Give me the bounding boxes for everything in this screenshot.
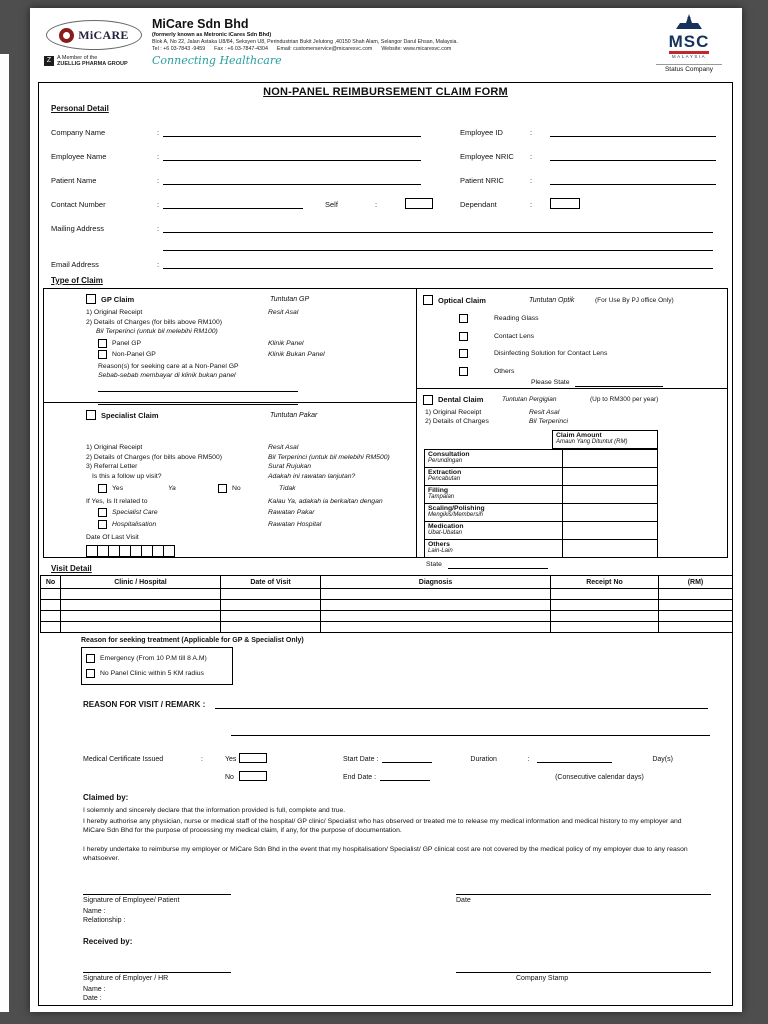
dn-item1: [425, 408, 721, 418]
claim-right-column: [417, 289, 727, 568]
company-website: Website: www.micaresvc.com: [381, 46, 452, 53]
dn-item1-malay: Resit Asal: [529, 408, 560, 416]
sp-item1: [86, 443, 410, 453]
sp-yes-no-row: [98, 484, 410, 494]
company-tel: Tel : +6 03-7843 -9459: [152, 46, 206, 53]
sp-followup-label: Is this a follow up visit?: [92, 472, 162, 480]
company-email: Email: customerservice@micaresvc.com: [276, 46, 373, 53]
gp-item1-malay: Resit Asal: [268, 309, 299, 316]
email-label: Email Address: [51, 260, 99, 269]
right-group: [460, 151, 722, 161]
row-patient-nric: [51, 161, 722, 185]
visit-row: [41, 589, 733, 600]
claim-left-column: [44, 289, 417, 557]
colon: :: [157, 176, 160, 185]
medication-malay: Ubat-Ubatan: [428, 530, 463, 536]
sp-care-checkbox: [98, 508, 107, 517]
dental-row: [424, 504, 658, 522]
date-block: [456, 894, 711, 924]
mailing-address-label: Mailing Address: [51, 224, 104, 233]
declaration-3: I hereby undertake to reimburse my employer or MiCare Sdn Bhd in the event that my hospitalisation/ Specialist/ GP clinical cost are not covered by the medical policy of my employer due to any reason whatsoever.: [83, 845, 688, 862]
patient-name-label: Patient Name: [51, 176, 97, 185]
panel-gp-malay: Klinik Panel: [268, 339, 304, 347]
gp-reason-malay: Sebab-sebab membayar di klinik bukan panel: [98, 372, 236, 379]
disinfecting-solution-checkbox: [459, 349, 468, 358]
employer-date-label: Date :: [83, 994, 102, 1002]
panel-gp-row: [98, 339, 410, 349]
mailing-address-field-2: [163, 237, 713, 251]
sp-item2-malay: Bil Terperinci (untuk bil melebihi RM500): [268, 453, 390, 461]
dependant-label: Dependant: [460, 200, 497, 209]
gp-item2: [86, 318, 410, 328]
mc-label: Medical Certificate Issued: [83, 756, 164, 763]
row-employee-nric: [51, 137, 722, 161]
dn-state-field: [448, 560, 548, 569]
company-fax: Fax : +6 03-7847-4304: [214, 46, 268, 53]
company-header-block: [152, 18, 582, 67]
claimed-by-title: Claimed by:: [83, 793, 129, 802]
remark-field-2: [231, 727, 710, 736]
mc-no-label: No: [225, 774, 234, 781]
reading-glass-checkbox: [459, 314, 468, 323]
sp-item1-malay: Resit Asal: [268, 444, 299, 451]
personal-detail-section: [51, 104, 722, 269]
dental-claim-section: [417, 389, 727, 570]
consultation-label: Consultation: [428, 450, 470, 458]
optical-item-row: [459, 314, 721, 324]
micare-logo: [46, 20, 142, 50]
mc-days-label: Day(s): [652, 756, 673, 763]
gp-item1: [86, 308, 410, 318]
scaling-amount-cell: [563, 504, 657, 521]
company-stamp-block: [456, 972, 711, 1002]
company-formerly: (formerly known as Metronic iCares Sdn Bhd): [152, 32, 272, 39]
colon: :: [157, 260, 160, 269]
date-label: Date: [456, 896, 471, 904]
non-panel-gp-label: Non-Panel GP: [112, 351, 156, 358]
please-state-label: Please State: [531, 379, 570, 386]
dental-amount-header: [552, 430, 658, 449]
optical-claim-malay: Tuntutan Optik: [529, 296, 575, 304]
company-name-label: Company Name: [51, 128, 106, 137]
specialist-claim-section: [44, 403, 416, 559]
mc-start-label: Start Date :: [343, 756, 379, 763]
employer-signature-row: [83, 972, 732, 1002]
sp-hosp-row: [98, 520, 410, 530]
visit-row: [41, 622, 733, 633]
sp-yes-label: Yes: [112, 485, 124, 492]
extraction-malay: Pencabutan: [428, 476, 461, 482]
sp-care-label: Specialist Care: [112, 509, 158, 516]
sp-followup-row: [92, 472, 410, 482]
contact-lens-checkbox: [459, 332, 468, 341]
dental-claim-malay: Tuntutan Pergigian: [502, 396, 557, 403]
row-mailing-address: [51, 209, 722, 233]
mc-end-field: [380, 772, 430, 781]
patient-nric-label: Patient NRIC: [460, 176, 504, 185]
gp-claim-section: [44, 289, 416, 403]
treatment-reason-box: [81, 647, 233, 685]
col-diagnosis: Diagnosis: [321, 576, 551, 589]
sp-item3: [86, 462, 410, 472]
mc-start-field: [382, 754, 432, 763]
employer-signature-line: [83, 972, 231, 973]
zuellig-member-text: [57, 55, 128, 68]
mc-no-box: [239, 771, 267, 781]
colon: :: [530, 176, 533, 185]
non-panel-gp-row: [98, 350, 410, 360]
member-line-2: ZUELLIG PHARMA GROUP: [57, 61, 128, 68]
right-group: [460, 127, 722, 137]
document-page: [30, 8, 742, 1012]
sp-no-label: No: [232, 485, 241, 492]
self-label: Self: [325, 200, 338, 209]
dn-others-label: Others: [428, 540, 450, 548]
gp-item2-malay-row: [96, 327, 410, 337]
dental-claim-header: [423, 394, 721, 406]
col-receipt: Receipt No: [551, 576, 659, 589]
row-email: [51, 248, 722, 269]
sp-related-row: [86, 497, 410, 507]
dn-state-row: [426, 560, 721, 570]
optical-claim-section: [417, 289, 727, 389]
sp-hospitalisation-label: Hospitalisation: [112, 520, 157, 528]
optical-item-row: [459, 349, 721, 359]
gp-reason-row: [98, 362, 410, 372]
gp-claim-malay: Tuntutan GP: [270, 295, 310, 303]
employee-signature-block: [83, 894, 456, 924]
member-line-1: A Member of the: [57, 55, 98, 61]
employee-id-label: Employee ID: [460, 128, 503, 137]
colon: :: [530, 128, 533, 137]
extraction-label: Extraction: [428, 468, 462, 476]
gp-item2-malay: Bil Terperinci (untuk bil melebihi RM100): [96, 328, 218, 335]
personal-detail-title: Personal Detail: [51, 104, 109, 113]
non-panel-gp-checkbox: [98, 350, 107, 359]
specialist-claim-malay: Tuntutan Pakar: [270, 411, 318, 419]
mc-duration-label: Duration: [470, 756, 497, 763]
treatment-reason-title: Reason for seeking treatment (Applicable for GP & Specialist Only): [81, 637, 304, 644]
emergency-checkbox: [86, 654, 95, 663]
sp-care-malay: Rawatan Pakar: [268, 509, 315, 516]
type-of-claim-grid: [43, 288, 728, 568]
gp-item2-label: 2) Details of Charges (for bills above RM100): [86, 318, 222, 326]
please-state-row: [531, 378, 721, 388]
mc-yes-box: [239, 753, 267, 763]
sp-no-checkbox: [218, 484, 227, 493]
remark-title: REASON FOR VISIT / REMARK :: [83, 700, 206, 709]
visit-table: [40, 575, 733, 633]
zuellig-icon: Z: [44, 56, 54, 66]
company-contacts: [152, 46, 582, 52]
others-checkbox: [459, 367, 468, 376]
remark-line2-wrap: [231, 718, 708, 736]
zuellig-member-note: [44, 55, 128, 68]
colon: :: [157, 224, 160, 233]
specialist-claim-checkbox: [86, 410, 96, 420]
msc-wordmark: MSC: [669, 33, 710, 54]
self-checkbox: [405, 198, 433, 209]
medication-amount-cell: [563, 522, 657, 539]
dental-row: [424, 540, 658, 558]
company-address: Blok A, No 22, Jalan Astaka U8/84, Seksyen U8, Perindustrian Bukit Jelutong ,40150 Shah Alam, Selangor Darul Ehsan, Malaysia.: [152, 39, 458, 46]
colon: :: [375, 200, 378, 209]
form-title: NON-PANEL REIMBURSEMENT CLAIM FORM: [263, 86, 508, 98]
gp-claim-header: [86, 293, 410, 305]
sp-related-malay: Kalau Ya, adakah ia berkaitan dengan: [268, 497, 383, 505]
declaration-1: I solemnly and sincerely declare that the information provided is full, complete and true.: [83, 807, 346, 814]
please-state-field: [575, 378, 663, 387]
sp-last-visit-row: [86, 533, 410, 543]
declaration-2: I hereby authorise any physician, nurse or medical staff of the hospital/ GP clinic/ Specialist who has observed or treated me to release my medical information and medical history to my employer and MiCare Sdn Bhd for the purpose of processing my medical claim, if any, for the purpose of documentation.: [83, 817, 682, 834]
declaration-paragraphs: [83, 806, 692, 864]
msc-status-label: Status Company: [656, 64, 722, 74]
received-by-title: Received by:: [83, 936, 133, 946]
mc-yes-label: Yes: [225, 756, 237, 763]
filling-label: Filling: [428, 486, 449, 494]
sp-care-row: [98, 508, 410, 518]
optical-item-row: [459, 332, 721, 342]
patient-nric-field: [550, 175, 716, 185]
dental-claim-label: Dental Claim: [438, 395, 484, 404]
dental-row: [424, 486, 658, 504]
sp-hospitalisation-malay: Rawatan Hospital: [268, 520, 322, 528]
filling-amount-cell: [563, 486, 657, 503]
mailing-address-field: [163, 223, 713, 233]
sp-item1-label: 1) Original Receipt: [86, 444, 143, 451]
date-box: [163, 545, 175, 557]
employee-signature-line: [83, 894, 231, 895]
employee-signature-label: Signature of Employee/ Patient: [83, 896, 180, 904]
employee-id-field: [550, 127, 716, 137]
visit-row: [41, 611, 733, 622]
contact-number-field: [163, 199, 303, 209]
form-body: [38, 82, 733, 1006]
colon: :: [157, 128, 160, 137]
employee-nric-label: Employee NRIC: [460, 152, 514, 161]
gp-item1-label: 1) Original Receipt: [86, 309, 143, 316]
scaling-label: Scaling/Polishing: [428, 504, 485, 512]
sp-item3-malay: Surat Rujukan: [268, 463, 312, 470]
dental-table-header: [424, 430, 658, 449]
colon: :: [201, 756, 203, 763]
dental-row: [424, 522, 658, 540]
colon: :: [530, 152, 533, 161]
remark-row: [83, 695, 708, 709]
sp-followup-malay: Adakah ini rawatan lanjutan?: [268, 472, 356, 480]
gp-reason-label: Reason(s) for seeking care at a Non-Panel GP: [98, 362, 239, 370]
sp-yes-malay: Ya: [168, 485, 176, 492]
employer-name-label: Name :: [83, 985, 106, 993]
sp-yes-checkbox: [98, 484, 107, 493]
page-edge: [0, 54, 9, 1012]
employee-name-label-2: Name :: [83, 907, 106, 915]
optical-claim-label: Optical Claim: [438, 295, 486, 305]
sp-no-malay: Tidak: [279, 485, 296, 492]
employee-name-label: Employee Name: [51, 152, 107, 161]
employer-signature-label: Signature of Employer / HR: [83, 974, 169, 982]
micare-logo-icon: [59, 28, 74, 43]
type-of-claim-title: Type of Claim: [51, 276, 103, 285]
mc-end-label: End Date :: [343, 774, 377, 781]
no-panel-clinic-row: [86, 666, 228, 681]
row-company-employee-id: [51, 113, 722, 137]
dn-others-malay: Lain-Lain: [428, 548, 453, 554]
company-stamp-label: Company Stamp: [516, 974, 569, 982]
consultation-malay: Perundingan: [428, 458, 463, 464]
company-tagline: Connecting Healthcare: [152, 54, 282, 68]
dn-item2: [425, 417, 721, 427]
dependant-checkbox: [550, 198, 580, 209]
specialist-claim-label: Specialist Claim: [101, 410, 159, 420]
optical-claim-note: (For Use By PJ office Only): [595, 296, 674, 304]
panel-gp-label: Panel GP: [112, 339, 142, 347]
col-clinic: Clinic / Hospital: [61, 576, 221, 589]
dn-item2-label: 2) Details of Charges: [425, 418, 489, 425]
medication-label: Medication: [428, 522, 464, 530]
others-label: Others: [494, 367, 515, 375]
sp-item3-label: 3) Referral Letter: [86, 463, 138, 470]
sp-item2-label: 2) Details of Charges (for bills above RM500): [86, 453, 222, 461]
sp-related-label: If Yes, Is It related to: [86, 497, 148, 505]
non-panel-gp-malay: Klinik Bukan Panel: [268, 351, 325, 358]
dental-claim-note: (Up to RM300 per year): [590, 396, 659, 403]
dental-row: [424, 449, 658, 468]
gp-reason-line1-wrap: [98, 383, 410, 392]
specialist-claim-header: [86, 409, 410, 421]
visit-row: [41, 600, 733, 611]
mc-row-1: [83, 748, 732, 763]
msc-logo: [656, 14, 722, 73]
dental-row: [424, 468, 658, 486]
remark-field-1: [215, 700, 708, 709]
mailing-address-line2: [51, 233, 722, 248]
contact-number-label: Contact Number: [51, 200, 106, 209]
others-amount-cell: [563, 540, 657, 557]
right-group: [460, 198, 722, 209]
dn-item1-label: 1) Original Receipt: [425, 408, 482, 416]
optical-claim-checkbox: [423, 295, 433, 305]
dental-header-spacer: [424, 430, 552, 449]
claim-amount-malay: Amaun Yang Dituntut (RM): [556, 439, 628, 445]
employee-nric-field: [550, 151, 716, 161]
colon: :: [530, 200, 533, 209]
scaling-malay: Mengikis/Membersih: [428, 512, 484, 518]
employee-name-field: [163, 151, 421, 161]
panel-gp-checkbox: [98, 339, 107, 348]
sp-last-visit-date-boxes: [86, 545, 410, 559]
msc-malaysia-label: MALAYSIA: [671, 54, 707, 59]
sp-last-visit-label: Date Of Last Visit: [86, 534, 139, 541]
patient-name-field: [163, 175, 421, 185]
email-field: [163, 259, 713, 269]
contact-lens-label: Contact Lens: [494, 332, 535, 340]
dn-state-label: State: [426, 560, 442, 568]
sp-item2: [86, 453, 410, 463]
col-rm: (RM): [659, 576, 733, 589]
no-panel-clinic-checkbox: [86, 669, 95, 678]
dental-amount-table: [424, 430, 658, 558]
visit-header-row: [41, 576, 733, 589]
sp-hospitalisation-checkbox: [98, 520, 107, 529]
msc-tower-icon: [676, 14, 702, 29]
employer-signature-block: [83, 972, 456, 1002]
gp-reason-field-1: [98, 383, 298, 392]
emergency-label: Emergency (From 10 P.M till 8 A.M): [100, 655, 207, 662]
right-group: [460, 175, 722, 185]
mc-duration-field: [537, 754, 612, 763]
col-no: No: [41, 576, 61, 589]
date-line: [456, 894, 711, 895]
colon: :: [157, 200, 160, 209]
visit-detail-title: Visit Detail: [51, 564, 92, 573]
optical-claim-header: [423, 294, 721, 306]
company-stamp-line: [456, 972, 711, 973]
gp-claim-label: GP Claim: [101, 294, 135, 304]
dental-claim-checkbox: [423, 395, 433, 405]
gp-reason-malay-row: [98, 371, 410, 381]
relationship-label: Relationship :: [83, 916, 126, 924]
consultation-amount-cell: [563, 450, 657, 467]
no-panel-clinic-label: No Panel Clinic within 5 KM radius: [100, 670, 204, 677]
micare-logo-text: MiCARE: [78, 27, 129, 42]
disinfecting-solution-label: Disinfecting Solution for Contact Lens: [494, 350, 608, 357]
extraction-amount-cell: [563, 468, 657, 485]
col-date: Date of Visit: [221, 576, 321, 589]
gp-claim-checkbox: [86, 294, 96, 304]
reading-glass-label: Reading Glass: [494, 315, 539, 322]
claim-amount-label: Claim Amount: [556, 431, 602, 439]
company-name: MiCare Sdn Bhd: [152, 17, 249, 31]
dn-item2-malay: Bil Terperinci: [529, 418, 569, 425]
company-name-field: [163, 127, 421, 137]
optical-item-row: [459, 367, 721, 377]
mc-row-2: [83, 766, 732, 781]
emergency-row: [86, 651, 228, 666]
filling-malay: Tampalan: [428, 494, 455, 500]
colon: :: [157, 152, 160, 161]
mc-consecutive-label: (Consecutive calendar days): [555, 774, 644, 781]
colon: :: [527, 756, 530, 763]
row-contact-dependant: [51, 185, 722, 209]
employee-signature-row: [83, 894, 732, 924]
